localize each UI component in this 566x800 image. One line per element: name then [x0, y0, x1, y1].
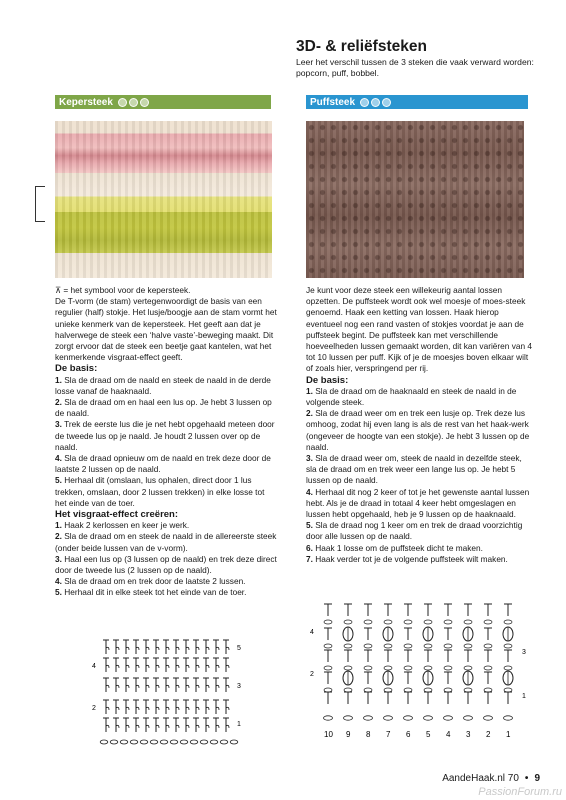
chain-stitch	[484, 666, 492, 670]
kepersteek-symbol	[113, 718, 119, 732]
chain-stitch	[404, 620, 412, 624]
chain-stitch	[180, 740, 188, 744]
kepersteek-symbol	[223, 718, 229, 732]
kepersteek-symbol	[143, 718, 149, 732]
kepersteek-header	[55, 95, 271, 109]
column-label: 10	[324, 730, 333, 739]
difficulty-icons	[360, 98, 391, 107]
kepersteek-symbol	[203, 678, 209, 692]
chain-stitch	[384, 620, 392, 624]
kepersteek-symbol	[123, 678, 129, 692]
puffsteek-text	[306, 285, 532, 565]
chain-stitch	[464, 666, 472, 670]
kepersteek-symbol	[153, 700, 159, 714]
chain-stitch	[120, 740, 128, 744]
puffsteek-photo	[306, 121, 524, 278]
kepersteek-symbol	[213, 658, 219, 672]
column-label: 2	[486, 730, 491, 739]
chain-stitch	[130, 740, 138, 744]
chain-stitch	[344, 620, 352, 624]
list-item: 1. Sla de draad om de haaknaald en steek de naald in de volgende steek.	[306, 385, 517, 408]
kepersteek-symbol	[163, 718, 169, 732]
list-item: 6. Haak 1 losse om de puffsteek dicht te maken.	[306, 542, 483, 553]
kepersteek-symbol	[183, 658, 189, 672]
chain-stitch	[424, 644, 432, 648]
page-title: 3D- & reliëfsteken	[296, 38, 427, 55]
chain-stitch	[364, 688, 372, 692]
chain-stitch	[384, 666, 392, 670]
chain-stitch	[324, 688, 332, 692]
kepersteek-symbol	[113, 678, 119, 692]
kepersteek-symbol	[183, 678, 189, 692]
kepersteek-symbol	[213, 640, 219, 654]
chain-stitch	[110, 740, 118, 744]
kepersteek-symbol	[143, 678, 149, 692]
chain-stitch	[150, 740, 158, 744]
kepersteek-symbol	[153, 678, 159, 692]
chain-stitch	[160, 740, 168, 744]
kepersteek-symbol	[113, 658, 119, 672]
list-item: 4. Sla de draad opnieuw om de naald en trek deze door de laatste 2 lussen op de naald.	[55, 453, 271, 475]
kepersteek-symbol	[223, 658, 229, 672]
kepersteek-symbol	[203, 718, 209, 732]
chain-stitch	[344, 688, 352, 692]
puffsteek-diagram	[306, 600, 532, 750]
kepersteek-symbol	[193, 678, 199, 692]
row-label: 2	[92, 705, 96, 712]
list-item: 5. Sla de draad nog 1 keer om en trek de draad voorzichtig door alle lussen op de naald.	[306, 520, 523, 542]
chain-stitch	[484, 620, 492, 624]
puffsteek-title: Puffsteek	[310, 96, 356, 108]
list-item: 1. Haak 2 kerlossen en keer je werk.	[55, 520, 190, 531]
chain-stitch	[484, 716, 493, 720]
kepersteek-text	[55, 285, 277, 599]
yarn-icon	[118, 98, 127, 107]
column-label: 9	[346, 730, 351, 739]
kepersteek-symbol	[193, 718, 199, 732]
chain-stitch	[384, 716, 393, 720]
list-item: 3. Sla de draad weer om, steek de naald in dezelfde steek, sla de draad om en trek weer een lange lus op. Je hebt 5 lussen op de naald.	[306, 453, 522, 486]
list-item: 1. Sla de draad om de naald en steek de naald in de derde losse vanaf de haaknaald.	[55, 374, 271, 396]
chain-stitch	[100, 740, 108, 744]
symbol-line: ⊼ = het symbool voor de kepersteek.	[55, 285, 191, 295]
magazine-name: AandeHaak.nl 70	[442, 773, 519, 784]
chain-stitch	[344, 716, 353, 720]
kepersteek-symbol	[193, 640, 199, 654]
kepersteek-symbol	[133, 658, 139, 672]
chain-stitch	[220, 740, 228, 744]
kepersteek-symbol	[103, 658, 109, 672]
list-item: 3. Trek de eerste lus die je net hebt opgehaald meteen door de tweede lus op je naald. Je houdt 2 lussen over op de naald.	[55, 419, 275, 452]
yarn-icon	[129, 98, 138, 107]
basis-heading: De basis:	[306, 374, 349, 386]
chain-stitch	[364, 620, 372, 624]
list-item: 5. Herhaal dit (omslaan, lus ophalen, direct door 1 lus trekken, omslaan, door 2 lussen trekken) in elke losse tot het einde van de toer.	[55, 475, 265, 508]
kepersteek-symbol	[203, 658, 209, 672]
kepersteek-symbol	[223, 678, 229, 692]
kepersteek-symbol	[213, 718, 219, 732]
kepersteek-symbol	[103, 678, 109, 692]
kepersteek-symbol	[163, 658, 169, 672]
kepersteek-symbol	[173, 678, 179, 692]
list-item: 7. Haak verder tot je de volgende puffsteek wilt maken.	[306, 553, 508, 564]
row-label: 1	[237, 721, 241, 728]
kepersteek-symbol	[213, 678, 219, 692]
kepersteek-symbol	[133, 640, 139, 654]
kepersteek-symbol	[193, 700, 199, 714]
kepersteek-symbol	[143, 700, 149, 714]
kepersteek-diagram	[82, 628, 252, 750]
yarn-icon	[360, 98, 369, 107]
kepersteek-symbol	[203, 640, 209, 654]
page-intro: Leer het verschil tussen de 3 steken die vaak verward worden: popcorn, puff, bobbel.	[296, 57, 534, 78]
yarn-icon	[140, 98, 149, 107]
kepersteek-symbol	[163, 678, 169, 692]
chain-stitch	[384, 688, 392, 692]
chain-stitch	[190, 740, 198, 744]
chain-stitch	[484, 688, 492, 692]
column-labels	[324, 730, 511, 739]
kepersteek-symbol	[103, 640, 109, 654]
chain-stitch	[464, 644, 472, 648]
chain-stitch	[424, 716, 433, 720]
chain-stitch	[464, 716, 473, 720]
kepersteek-symbol	[113, 700, 119, 714]
chain-stitch	[444, 620, 452, 624]
kepersteek-symbol	[153, 640, 159, 654]
kepersteek-paragraph: De T-vorm (de stam) vertegenwoordigt de basis van een regulier (half) stokje. Het lusje/boogje aan de stam vormt het unieke kenmerk van de kepersteek. Het geeft aan dat je halverwege de steek een ‘halve vaste’-beweging maakt. Dit zorgt ervoor dat de steek een beetje gaat kantelen, wat het kenmerkende visgraat-effect geeft.	[55, 296, 277, 363]
kepersteek-symbol	[123, 640, 129, 654]
chain-stitch	[404, 688, 412, 692]
chain-stitch	[504, 716, 513, 720]
row-label: 3	[237, 683, 241, 690]
page-footer	[442, 773, 540, 784]
kepersteek-symbol	[123, 658, 129, 672]
kepersteek-symbol	[113, 640, 119, 654]
puffsteek-header	[306, 95, 528, 109]
list-item: 2. Sla de draad om en steek de naald in de allereerste steek (onder beide lussen van de v-vorm).	[55, 531, 277, 553]
chain-stitch	[444, 644, 452, 648]
column-label: 6	[406, 730, 411, 739]
chain-stitch	[464, 688, 472, 692]
chain-stitch	[324, 644, 332, 648]
kepersteek-symbol	[133, 678, 139, 692]
column-label: 7	[386, 730, 391, 739]
list-item: 3. Haal een lus op (3 lussen op de naald) en trek deze direct door de tweede lus (2 lussen op de naald).	[55, 553, 277, 576]
row-label: 1	[522, 693, 526, 700]
footer-bullet: •	[524, 773, 529, 784]
kepersteek-symbol	[133, 700, 139, 714]
column-label: 3	[466, 730, 471, 739]
kepersteek-symbol	[183, 640, 189, 654]
row-label: 3	[522, 649, 526, 656]
chain-stitch	[364, 666, 372, 670]
kepersteek-symbol	[143, 658, 149, 672]
chain-stitch	[344, 644, 352, 648]
visgraat-heading: Het visgraat-effect creëren:	[55, 509, 179, 521]
kepersteek-symbol	[203, 700, 209, 714]
kepersteek-symbol	[123, 718, 129, 732]
yarn-icon	[371, 98, 380, 107]
chain-stitch	[504, 620, 512, 624]
row-label: 4	[310, 629, 314, 636]
chain-stitch	[504, 666, 512, 670]
kepersteek-symbol	[173, 700, 179, 714]
chain-stitch	[444, 666, 452, 670]
chain-stitch	[504, 644, 512, 648]
kepersteek-symbol	[133, 718, 139, 732]
chain-stitch	[210, 740, 218, 744]
kepersteek-symbol	[173, 658, 179, 672]
chain-stitch	[424, 620, 432, 624]
chain-stitch	[404, 666, 412, 670]
list-item: 2. Sla de draad weer om en trek een lusje op. Trek deze lus omhoog, zodat hij even lang is als de rest van het haak-werk (ongeveer de hoogte van een stokje). Je hebt 3 lussen op de naald.	[306, 408, 530, 452]
margin-bracket	[35, 186, 45, 222]
chain-stitch	[324, 666, 332, 670]
chain-stitch	[444, 688, 452, 692]
chain-stitch	[140, 740, 148, 744]
chain-stitch	[364, 644, 372, 648]
page-number: 9	[534, 773, 540, 784]
chain-stitch	[384, 644, 392, 648]
kepersteek-symbol	[173, 640, 179, 654]
kepersteek-symbol	[143, 640, 149, 654]
chain-stitch	[424, 688, 432, 692]
kepersteek-symbol	[183, 700, 189, 714]
chain-stitch	[504, 688, 512, 692]
watermark: PassionForum.ru	[478, 786, 562, 798]
chain-stitch	[424, 666, 432, 670]
kepersteek-symbol	[103, 718, 109, 732]
kepersteek-symbol	[153, 718, 159, 732]
puffsteek-paragraph: Je kunt voor deze steek een willekeurig aantal lossen opzetten. De puffsteek wordt ook wel moesje of moes-steek genoemd. Haak een ketting van lossen. Haak hierop eventueel nog een rand vasten of stokjes voordat je aan de puffsteek begint. De puffsteek kan met verschillende hoeveelheden lussen gemaakt worden, dit kan variëren van 4 tot 10 lussen per puff. Kijk of je de moesjes boven elkaar wilt of zoals hier, verspringend per rij.	[306, 285, 533, 374]
chain-stitch	[324, 716, 333, 720]
kepersteek-symbol	[163, 700, 169, 714]
column-label: 8	[366, 730, 371, 739]
difficulty-icons	[118, 98, 149, 107]
kepersteek-symbol	[183, 718, 189, 732]
kepersteek-photo	[55, 121, 272, 278]
kepersteek-title: Kepersteek	[59, 96, 113, 108]
column-label: 4	[446, 730, 451, 739]
chain-stitch	[200, 740, 208, 744]
kepersteek-symbol	[213, 700, 219, 714]
chain-stitch	[404, 644, 412, 648]
chain-stitch	[484, 644, 492, 648]
kepersteek-symbol	[123, 700, 129, 714]
chain-stitch	[344, 666, 352, 670]
column-label: 1	[506, 730, 511, 739]
kepersteek-symbol	[193, 658, 199, 672]
kepersteek-symbol	[103, 700, 109, 714]
basis-heading: De basis:	[55, 363, 98, 375]
yarn-icon	[382, 98, 391, 107]
chain-stitch	[230, 740, 238, 744]
kepersteek-symbol	[223, 700, 229, 714]
chain-stitch	[444, 716, 453, 720]
kepersteek-symbol	[153, 658, 159, 672]
chain-stitch	[170, 740, 178, 744]
kepersteek-symbols	[100, 640, 238, 744]
list-item: 4. Herhaal dit nog 2 keer of tot je het gewenste aantal lussen hebt. Als je de draad in totaal 4 keer hebt omgeslagen en lussen hebt opgehaald, heb je 9 lussen op de haaknaald.	[306, 486, 530, 520]
list-item: 4. Sla de draad om en trek door de laatste 2 lussen.	[55, 576, 246, 587]
chain-stitch	[404, 716, 413, 720]
row-label: 5	[237, 645, 241, 652]
kepersteek-symbol	[223, 640, 229, 654]
chain-stitch	[324, 620, 332, 624]
chain-stitch	[364, 716, 373, 720]
column-label: 5	[426, 730, 431, 739]
puffsteek-symbols	[324, 604, 514, 720]
chain-stitch	[464, 620, 472, 624]
kepersteek-symbol	[173, 718, 179, 732]
list-item: 5. Herhaal dit in elke steek tot het einde van de toer.	[55, 587, 247, 598]
row-label: 4	[92, 663, 96, 670]
kepersteek-symbol	[163, 640, 169, 654]
row-label: 2	[310, 671, 314, 678]
list-item: 2. Sla de draad om en haal een lus op. Je hebt 3 lussen op de naald.	[55, 397, 272, 419]
